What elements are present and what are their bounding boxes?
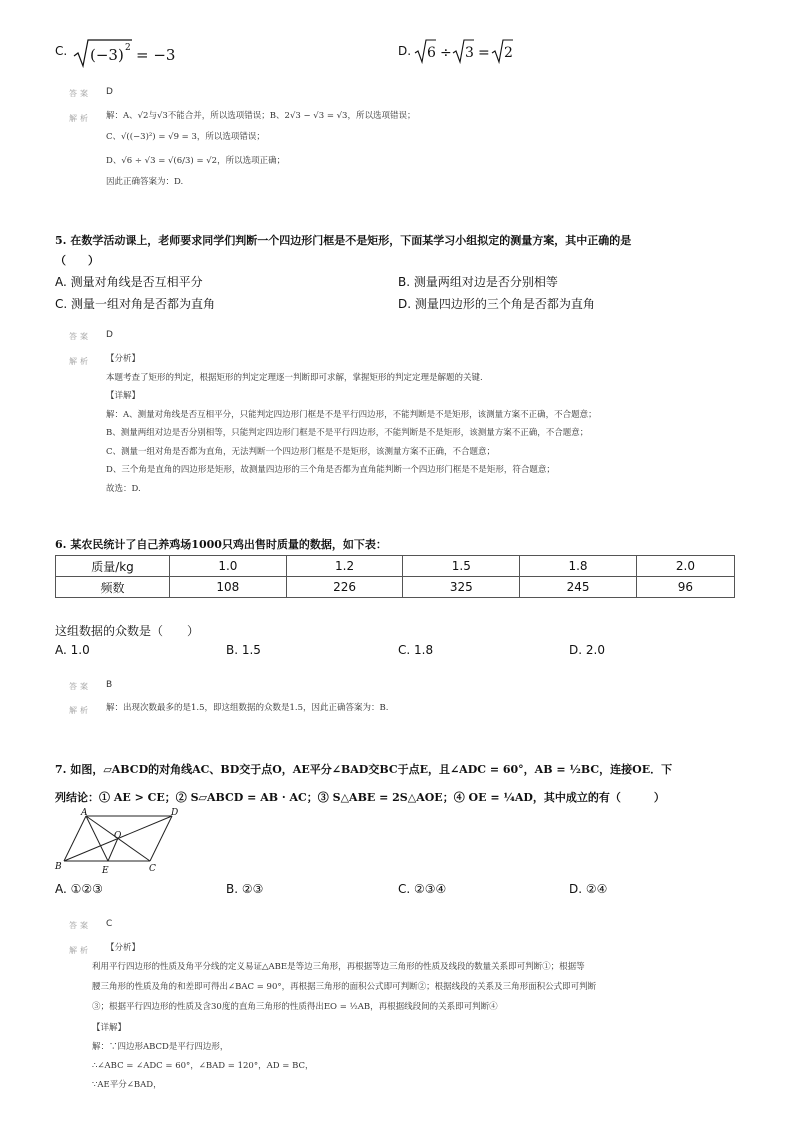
q6-title: 6. 某农民统计了自己养鸡场1000只鸡出售时质量的数据，如下表：: [55, 538, 387, 551]
q5-line-7: D、三个角是直角的四边形是矩形，故测量四边形的三个角是否都为直角能判断一个四边形门框是不是矩形，符合题意；: [106, 465, 555, 475]
q7-option-d: D. ②④: [569, 882, 608, 896]
q5-answer-label: 答案: [69, 332, 91, 341]
q5-line-6: C、测量一组对角是否都为直角，无法判断一个四边形门框是不是矩形，该测量方案不正确，不合题意；: [106, 447, 496, 457]
q7-title-line-2: 列结论：① AE > CE；② S▱ABCD = AB · AC；③ S△ABE = 2S△AOE；④ OE = ¼AD，其中成立的有（ ）: [55, 791, 665, 804]
frequency-table: [55, 555, 735, 598]
q6-answer: B: [106, 680, 113, 690]
svg-text:6: 6: [427, 45, 436, 61]
q4-line-3: D、√6 ÷ √3 = √(6/3) = √2，所以选项正确；: [106, 156, 286, 166]
q6-option-d: D. 2.0: [569, 643, 605, 657]
q7-option-c: C. ②③④: [398, 882, 447, 896]
q7-line-3: 腰三角形的性质及角的和差即可得出∠BAC = 90°，再根据三角形的面积公式即可判断②；根据线段的关系及三角形面积公式即可判断: [92, 982, 597, 992]
option-c-label: C.: [55, 44, 68, 58]
q5-line-3: 【详解】: [106, 391, 141, 401]
edge-dc: [150, 816, 172, 861]
point-b-label: B: [55, 862, 62, 872]
q7-option-a: A. ①②③: [55, 882, 103, 896]
q4-line-1: 解：A、√2与√3不能合并，所以选项错误；B、2√3 − √3 = √3，所以选项错误；: [106, 111, 416, 121]
table-cell: 1.8: [520, 556, 637, 577]
table-cell: 1.2: [286, 556, 403, 577]
point-e-label: E: [102, 866, 109, 876]
q5-line-4: 解：A、测量对角线是否互相平分，只能判定四边形门框是不是平行四边形，不能判断是不是矩形，该测量方案不正确，不合题意；: [106, 410, 597, 420]
q7-line-7: ∴∠ABC = ∠ADC = 60°，∠BAD = 120°，AD = BC，: [92, 1061, 314, 1071]
q6-option-c: C. 1.8: [398, 643, 434, 657]
q5-line-2: 本题考查了矩形的判定，根据矩形的判定定理逐一判断即可求解，掌握矩形的判定定理是解题的关键.: [106, 373, 483, 383]
point-o-label: O: [114, 831, 122, 841]
q5-line-1: 【分析】: [106, 354, 141, 364]
q7-line-5: 【详解】: [92, 1023, 127, 1033]
svg-text:=: =: [478, 45, 490, 61]
table-cell: 96: [636, 577, 734, 598]
q6-option-b: B. 1.5: [226, 643, 261, 657]
table-row: [56, 556, 735, 577]
option-d-radical: [414, 36, 524, 66]
table-cell: 325: [403, 577, 520, 598]
point-c-label: C: [149, 864, 156, 874]
point-d-label: D: [171, 808, 179, 818]
svg-text:2: 2: [125, 43, 131, 53]
option-c-radical: [72, 36, 182, 70]
q5-answer: D: [106, 330, 113, 340]
q5-option-c: C. 测量一组对角是否都为直角: [55, 297, 216, 311]
q7-option-b: B. ②③: [226, 882, 264, 896]
table-cell: 2.0: [636, 556, 734, 577]
q5-analysis-label: 解析: [69, 357, 91, 366]
svg-text:÷: ÷: [440, 45, 452, 61]
svg-text:(−3): (−3): [90, 46, 124, 64]
svg-text:2: 2: [504, 45, 513, 61]
option-d-formula: [414, 36, 524, 70]
q6-line: 解：出现次数最多的是1.5，即这组数据的众数是1.5，因此正确答案为：B.: [106, 703, 389, 713]
table-cell: 108: [170, 577, 287, 598]
table-row: [56, 577, 735, 598]
q7-line-2: 利用平行四边形的性质及角平分线的定义易证△ABE是等边三角形，再根据等边三角形的性质及线段的数量关系即可判断①；根据等: [92, 962, 585, 972]
q4-answer-label: 答案: [69, 89, 91, 98]
edge-ba: [64, 816, 86, 861]
q5-title: 5. 在数学活动课上，老师要求同学们判断一个四边形门框是不是矩形，下面某学习小组拟定的测量方案，其中正确的是: [55, 234, 632, 247]
q7-answer: C: [106, 919, 113, 929]
q5-option-a: A. 测量对角线是否互相平分: [55, 275, 203, 289]
q7-line-8: ∵AE平分∠BAD，: [92, 1080, 162, 1090]
table-cell: 1.0: [170, 556, 287, 577]
option-d-label: D.: [398, 44, 412, 58]
parallelogram-figure: [52, 808, 187, 884]
q7-answer-label: 答案: [69, 921, 91, 930]
segment-oe: [108, 838, 118, 861]
q4-line-2: C、√((−3)²) = √9 = 3，所以选项错误；: [106, 132, 265, 142]
q5-line-5: B、测量两组对边是否分别相等，只能判定四边形门框是不是平行四边形，不能判断是不是矩形，该测量方案不正确，不合题意；: [106, 428, 589, 438]
q4-analysis-label: 解析: [69, 114, 91, 123]
q7-line-4: ③；根据平行四边形的性质及含30度的直角三角形的性质得出EO = ½AB，再根据线段间的关系即可判断④: [92, 1002, 498, 1012]
point-a-label: A: [81, 808, 88, 818]
q5-option-b: B. 测量两组对边是否分别相等: [398, 275, 558, 289]
segment-ae: [86, 816, 108, 861]
table-header-mass: 质量/kg: [56, 556, 170, 577]
q6-answer-label: 答案: [69, 682, 91, 691]
q7-title-line-1: 7. 如图，▱ABCD的对角线AC、BD交于点O，AE平分∠BAD交BC于点E，且∠ADC = 60°，AB = ½BC，连接OE．下: [55, 763, 673, 776]
q6-question: 这组数据的众数是（ ）: [55, 624, 200, 638]
q6-option-a: A. 1.0: [55, 643, 90, 657]
table-header-frequency: 频数: [56, 577, 170, 598]
q4-answer: D: [106, 87, 113, 97]
svg-text:3: 3: [465, 45, 474, 61]
table-cell: 1.5: [403, 556, 520, 577]
table-cell: 245: [520, 577, 637, 598]
q7-line-6: 解：∵四边形ABCD是平行四边形，: [92, 1042, 229, 1052]
q6-analysis-label: 解析: [69, 706, 91, 715]
q5-line-8: 故选：D.: [106, 484, 141, 494]
q4-line-4: 因此正确答案为：D.: [106, 177, 184, 187]
q7-line-1: 【分析】: [106, 943, 141, 953]
q5-option-d: D. 测量四边形的三个角是否都为直角: [398, 297, 595, 311]
table-cell: 226: [286, 577, 403, 598]
option-c-formula: [72, 36, 182, 74]
q7-analysis-label: 解析: [69, 946, 91, 955]
parallelogram-diagram: [52, 808, 187, 880]
q5-paren: （ ）: [55, 254, 99, 267]
svg-text:= −3: = −3: [136, 46, 176, 64]
